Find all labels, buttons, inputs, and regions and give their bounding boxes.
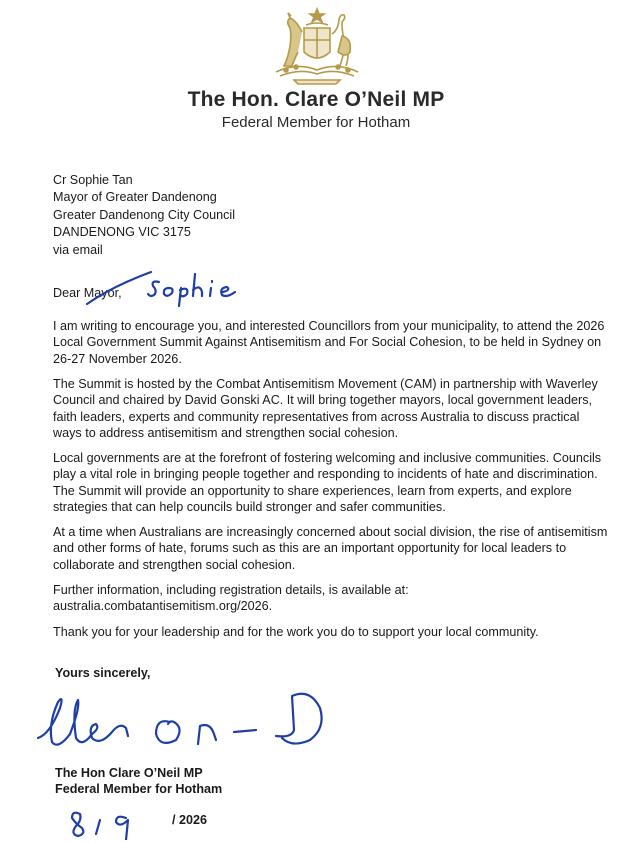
body-paragraph: At a time when Australians are increasingly concerned about social division, the rise of antisemitism and other forms of hate, forums such as this are an important opportunity for local leaders to collaborate and strengthen social cohesion. xyxy=(53,525,608,572)
body-paragraph: Thank you for your leadership and for the work you do to support your local community. xyxy=(53,625,539,639)
recipient-line: Mayor of Greater Dandenong xyxy=(53,190,217,205)
body-paragraph: Local governments are at the forefront of fostering welcoming and inclusive communities. Councils play a vital role in bringing people together and responding to incidents of hate and discrimination. The Summit will provide an opportunity to share experiences, learn from experts, and explore strategies that can help councils build stronger and safer communities. xyxy=(53,451,602,515)
recipient-line: via email xyxy=(53,242,103,257)
signer-name: The Hon Clare O’Neil MP xyxy=(55,766,203,780)
recipient-line: Greater Dandenong City Council xyxy=(53,207,236,222)
signer-title: Federal Member for Hotham xyxy=(55,782,223,796)
recipient-line: Cr Sophie Tan xyxy=(53,173,133,187)
handwritten-date-icon xyxy=(60,800,170,840)
body-paragraph: I am writing to encourage you, and interested Councillors from your municipality, to attend the 2026 Local Government Summit Against Antisemitism and For Social Cohesion, to be held in Sydney on 26-27 November 2026. xyxy=(53,319,605,366)
letterhead-subtitle: Federal Member for Hotham xyxy=(221,114,411,131)
handwritten-sophie-icon xyxy=(145,268,250,308)
date-year: / 2026 xyxy=(172,813,208,827)
recipient-line: DANDENONG VIC 3175 xyxy=(53,225,191,240)
letterhead-name: The Hon. Clare O’Neil MP xyxy=(187,88,445,111)
recipient-address xyxy=(53,172,235,259)
body-paragraph: Further information, including registration details, is available at: australia.combatantisemitism.org/2026. xyxy=(53,583,409,614)
closing: Yours sincerely, xyxy=(55,666,151,680)
handwritten-signature-icon xyxy=(30,678,340,760)
salutation: Dear Mayor, xyxy=(53,286,122,300)
body-paragraph: The Summit is hosted by the Combat Antisemitism Movement (CAM) in partnership with Waverley Council and chaired by David Gonski AC. It will bring together mayors, local government leaders, faith leaders, experts and community representatives from across Australia to discuss practical ways to address antisemitism and strengthen social cohesion. xyxy=(53,377,598,441)
coat-of-arms-icon xyxy=(262,6,372,86)
